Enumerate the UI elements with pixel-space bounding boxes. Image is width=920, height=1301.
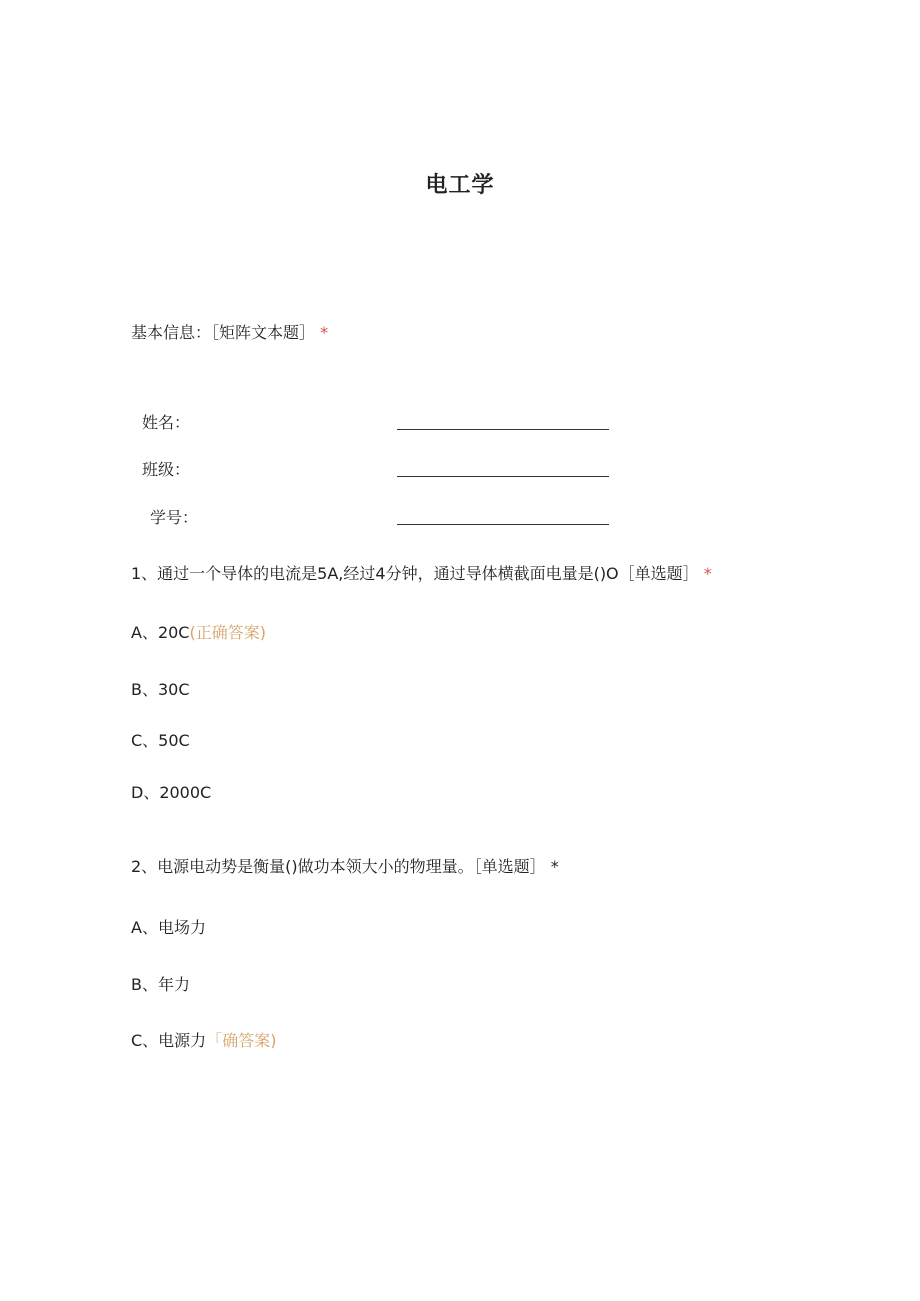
field-label-class: 班级：	[142, 460, 191, 479]
question-1-option-d[interactable]	[131, 783, 211, 803]
option-text: B、30C	[131, 680, 190, 699]
option-text: C、电源力	[131, 1031, 207, 1050]
correct-answer-note: 「确答案)	[206, 1031, 277, 1050]
basic-info-heading	[131, 323, 328, 343]
required-mark: *	[703, 564, 712, 583]
required-mark: *	[320, 323, 329, 342]
field-label-name: 姓名：	[142, 413, 191, 432]
question-1-option-c[interactable]	[131, 731, 190, 751]
name-input-line[interactable]	[397, 429, 609, 430]
question-2-text: 2、电源电动势是衡量()做功本领大小的物理量。［单选题］	[131, 857, 546, 876]
question-1-text: 1、通过一个导体的电流是5A,经过4分钟，通过导体横截面电量是()O［单选题］	[131, 564, 699, 583]
question-2-option-b[interactable]	[131, 975, 190, 995]
question-1-option-a[interactable]	[131, 623, 266, 643]
question-2	[131, 857, 559, 877]
question-2-option-c[interactable]	[131, 1031, 276, 1051]
option-text: B、年力	[131, 975, 190, 994]
required-mark: *	[550, 857, 559, 876]
question-1	[131, 564, 712, 584]
option-text: D、2000C	[131, 783, 212, 802]
student-id-input-line[interactable]	[397, 524, 609, 525]
option-text: C、50C	[131, 731, 190, 750]
correct-answer-note: (正确答案)	[189, 623, 266, 642]
option-text: A、电场力	[131, 918, 206, 937]
question-1-option-b[interactable]	[131, 680, 190, 700]
basic-info-heading-text: 基本信息：［矩阵文本题］	[131, 323, 316, 342]
class-input-line[interactable]	[397, 476, 609, 477]
field-label-student-id: 学号：	[150, 508, 199, 527]
question-2-option-a[interactable]	[131, 918, 206, 938]
option-text: A、20C	[131, 623, 190, 642]
page-title: 电工学	[425, 173, 495, 198]
